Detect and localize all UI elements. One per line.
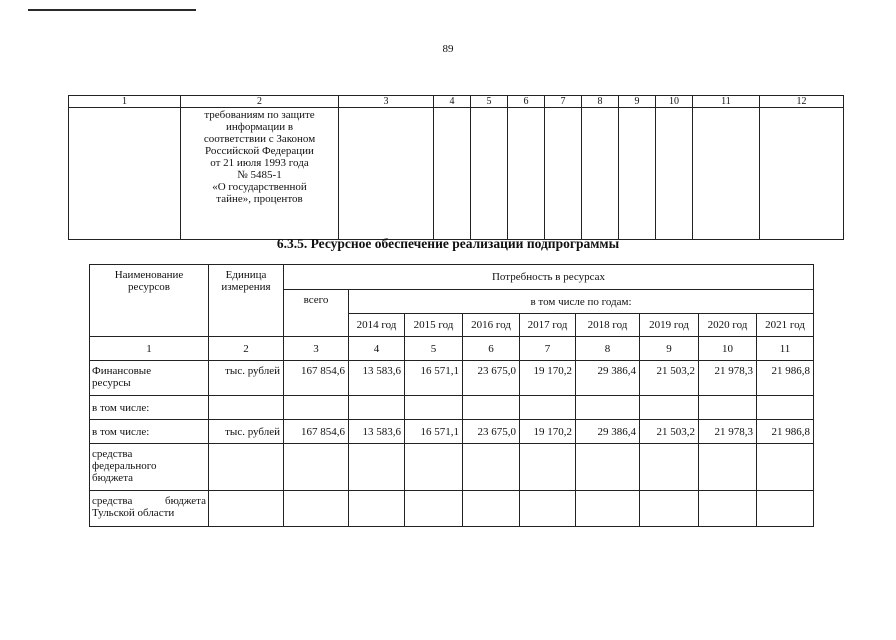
table-cell <box>209 396 284 420</box>
table-cell <box>757 491 814 527</box>
section-title: 6.3.5. Ресурсное обеспечение реализации подпрограммы <box>276 236 620 251</box>
column-number: 1 <box>69 96 181 108</box>
table-cell <box>463 396 520 420</box>
year-value: 21 503,2 <box>640 361 699 396</box>
header-year: 2017 год <box>520 314 576 337</box>
total-cell: 167 854,6 <box>284 361 349 396</box>
name-line: федерального <box>92 460 157 472</box>
header-unit <box>209 265 284 337</box>
header-year: 2021 год <box>757 314 814 337</box>
year-value: 13 583,6 <box>349 420 405 444</box>
table-cell <box>284 444 349 491</box>
table-cell <box>699 396 757 420</box>
column-number: 12 <box>760 96 844 108</box>
table-row <box>90 361 814 396</box>
column-number: 3 <box>284 337 349 361</box>
top-rule <box>28 9 196 11</box>
column-number: 5 <box>471 96 508 108</box>
header-row <box>90 265 814 290</box>
table-cell <box>576 491 640 527</box>
header-year: 2018 год <box>576 314 640 337</box>
table-cell <box>434 108 471 240</box>
text-line: Российской Федерации <box>205 145 314 157</box>
unit-cell: тыс. рублей <box>209 420 284 444</box>
header-year: 2016 год <box>463 314 520 337</box>
year-value: 21 978,3 <box>699 361 757 396</box>
name-line: Финансовые <box>92 365 152 377</box>
continuation-table <box>68 95 844 240</box>
column-number: 1 <box>90 337 209 361</box>
table-cell <box>284 396 349 420</box>
year-value: 21 986,8 <box>757 420 814 444</box>
table-row <box>90 420 814 444</box>
column-number: 9 <box>619 96 656 108</box>
year-value: 29 386,4 <box>576 361 640 396</box>
column-number: 8 <box>576 337 640 361</box>
header-year: 2019 год <box>640 314 699 337</box>
column-number: 11 <box>757 337 814 361</box>
text-line: тайне», процентов <box>216 193 303 205</box>
resource-name <box>90 361 209 396</box>
table-cell <box>520 491 576 527</box>
column-number: 3 <box>339 96 434 108</box>
text-line: информации в <box>225 121 294 133</box>
table-cell <box>349 396 405 420</box>
table-cell <box>699 444 757 491</box>
column-number: 11 <box>693 96 760 108</box>
year-value: 19 170,2 <box>520 420 576 444</box>
indicator-text <box>181 108 339 240</box>
table-row <box>90 396 814 420</box>
name-line: ресурсы <box>92 377 131 389</box>
table-cell <box>640 396 699 420</box>
header-line: ресурсов <box>128 281 170 293</box>
header-need: Потребность в ресурсах <box>284 265 814 290</box>
table-cell <box>757 444 814 491</box>
table-cell <box>760 108 844 240</box>
year-value: 13 583,6 <box>349 361 405 396</box>
table-row <box>69 108 844 240</box>
text-line: требованиям по защите <box>204 109 315 121</box>
text-line: № 5485-1 <box>237 169 282 181</box>
header-total: всего <box>284 290 349 337</box>
column-number: 4 <box>434 96 471 108</box>
table-cell <box>349 491 405 527</box>
table-cell <box>699 491 757 527</box>
year-value: 16 571,1 <box>405 420 463 444</box>
header-line: измерения <box>221 281 271 293</box>
resource-table <box>89 264 814 527</box>
column-number: 8 <box>582 96 619 108</box>
text-line: от 21 июля 1993 года <box>210 157 309 169</box>
resource-name <box>90 491 209 527</box>
resource-name <box>90 444 209 491</box>
name-line: бюджета <box>92 472 134 484</box>
column-number: 9 <box>640 337 699 361</box>
year-value: 23 675,0 <box>463 361 520 396</box>
table-cell <box>463 444 520 491</box>
table-row <box>90 444 814 491</box>
resource-name: в том числе: <box>90 420 209 444</box>
year-value: 21 978,3 <box>699 420 757 444</box>
table-cell <box>545 108 582 240</box>
column-number: 7 <box>545 96 582 108</box>
table-row <box>90 491 814 527</box>
table-cell <box>471 108 508 240</box>
year-value: 23 675,0 <box>463 420 520 444</box>
column-number: 6 <box>463 337 520 361</box>
total-cell: 167 854,6 <box>284 420 349 444</box>
table-cell <box>405 396 463 420</box>
table-cell <box>339 108 434 240</box>
table-cell <box>69 108 181 240</box>
table-cell <box>656 108 693 240</box>
year-value: 21 503,2 <box>640 420 699 444</box>
table-cell <box>582 108 619 240</box>
resource-name: в том числе: <box>90 396 209 420</box>
column-number: 4 <box>349 337 405 361</box>
table-cell <box>520 396 576 420</box>
table-cell <box>520 444 576 491</box>
header-resource-name <box>90 265 209 337</box>
column-number: 6 <box>508 96 545 108</box>
column-number-row <box>69 96 844 108</box>
column-number: 10 <box>699 337 757 361</box>
text-line: соответствии с Законом <box>203 133 316 145</box>
table-cell <box>463 491 520 527</box>
table-cell <box>576 444 640 491</box>
year-value: 29 386,4 <box>576 420 640 444</box>
year-value: 16 571,1 <box>405 361 463 396</box>
table-cell <box>640 444 699 491</box>
unit-cell: тыс. рублей <box>209 361 284 396</box>
column-number: 7 <box>520 337 576 361</box>
table-cell <box>405 444 463 491</box>
text-line: «О государственной <box>212 181 307 193</box>
table-cell <box>508 108 545 240</box>
header-year: 2015 год <box>405 314 463 337</box>
table-cell <box>640 491 699 527</box>
table-cell <box>619 108 656 240</box>
column-number: 2 <box>181 96 339 108</box>
column-number: 2 <box>209 337 284 361</box>
table-cell <box>284 491 349 527</box>
name-line: средства <box>92 448 133 460</box>
table-cell <box>757 396 814 420</box>
header-year: 2020 год <box>699 314 757 337</box>
name-line: Тульской области <box>92 507 175 519</box>
header-year: 2014 год <box>349 314 405 337</box>
year-value: 19 170,2 <box>520 361 576 396</box>
header-line: Единица <box>225 269 267 281</box>
year-value: 21 986,8 <box>757 361 814 396</box>
name-line: средства бюджета <box>92 495 206 507</box>
header-line: Наименование <box>114 269 184 281</box>
table-cell <box>209 491 284 527</box>
table-cell <box>693 108 760 240</box>
table-cell <box>405 491 463 527</box>
column-number: 10 <box>656 96 693 108</box>
column-number-row <box>90 337 814 361</box>
table-cell <box>576 396 640 420</box>
table-cell <box>209 444 284 491</box>
header-by-years: в том числе по годам: <box>349 290 814 314</box>
table-cell <box>349 444 405 491</box>
page-number: 89 <box>442 43 454 55</box>
column-number: 5 <box>405 337 463 361</box>
